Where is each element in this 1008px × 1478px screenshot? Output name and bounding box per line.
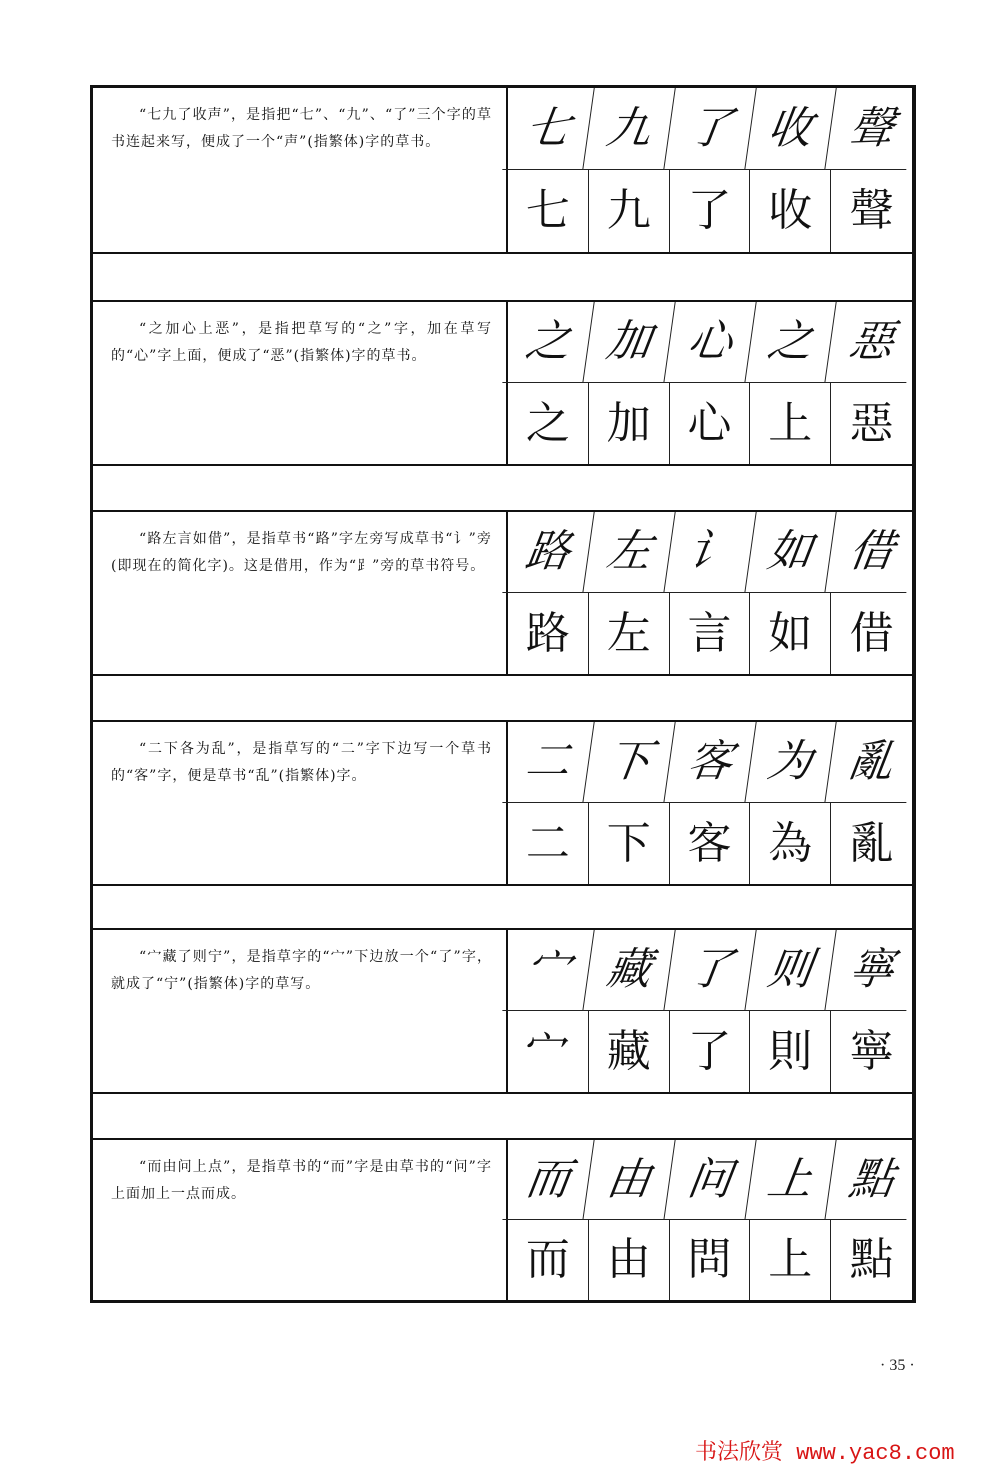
cursive-char: 则 <box>745 930 837 1011</box>
page-number: · 35 · <box>880 1357 915 1374</box>
character-grid <box>508 1140 912 1300</box>
cursive-char: 路 <box>502 512 594 593</box>
regular-char: 借 <box>849 607 894 659</box>
cursive-char: 为 <box>745 722 837 803</box>
regular-char: 路 <box>508 593 589 674</box>
regular-char: 寧 <box>849 1025 894 1077</box>
regular-char: 之 <box>508 383 589 464</box>
cursive-char: 之 <box>502 302 594 383</box>
cursive-char: 七 <box>502 88 594 170</box>
cursive-char: 聲 <box>825 88 917 170</box>
regular-char: 七 <box>508 170 589 252</box>
cursive-char: 问 <box>664 1140 756 1220</box>
regular-char: 為 <box>750 803 831 884</box>
regular-char: 客 <box>670 803 751 884</box>
character-grid <box>508 88 912 252</box>
regular-char: 如 <box>750 593 831 674</box>
regular-char: 而 <box>508 1220 589 1300</box>
cursive-char: 了 <box>664 930 756 1011</box>
entry-4 <box>93 720 912 886</box>
regular-char: 下 <box>589 803 670 884</box>
cursive-char: 讠 <box>664 512 756 593</box>
entry-1 <box>93 88 912 254</box>
entry-2 <box>93 300 912 466</box>
character-grid <box>508 302 912 464</box>
cursive-char: 心 <box>664 302 756 383</box>
regular-char: 收 <box>750 170 831 252</box>
cursive-char: 收 <box>745 88 837 170</box>
cursive-char: 亂 <box>825 722 917 803</box>
cursive-char: 之 <box>745 302 837 383</box>
regular-char: 宀 <box>508 1011 589 1092</box>
entry-description: “七九了收声”，是指把“七”、“九”、“了”三个字的草书连起来写，便成了一个“声”(指繁体)字的草书。 <box>93 88 508 252</box>
entry-description: “而由问上点”，是指草书的“而”字是由草书的“问”字上面加上一点而成。 <box>93 1140 508 1300</box>
cursive-char: 藏 <box>583 930 675 1011</box>
regular-char: 心 <box>670 383 751 464</box>
cursive-char: 而 <box>502 1140 594 1220</box>
entry-description: “之加心上恶”，是指把草写的“之”字，加在草写的“心”字上面，便成了“恶”(指繁体)字的草书。 <box>93 302 508 464</box>
regular-char: 問 <box>670 1220 751 1300</box>
cursive-char: 了 <box>664 88 756 170</box>
regular-char: 由 <box>589 1220 670 1300</box>
site-watermark: 书法欣赏 www.yac8.com <box>695 1441 955 1466</box>
regular-char: 了 <box>670 1011 751 1092</box>
cursive-char: 下 <box>583 722 675 803</box>
reference-table <box>90 85 916 1303</box>
entry-3 <box>93 510 912 676</box>
regular-char: 左 <box>589 593 670 674</box>
cursive-char: 寧 <box>825 930 917 1011</box>
cursive-char: 借 <box>825 512 917 593</box>
regular-char: 二 <box>508 803 589 884</box>
cursive-char: 二 <box>502 722 594 803</box>
regular-char: 言 <box>670 593 751 674</box>
regular-char: 上 <box>750 383 831 464</box>
regular-char: 九 <box>589 170 670 252</box>
cursive-char: 宀 <box>502 930 594 1011</box>
regular-char: 則 <box>750 1011 831 1092</box>
character-grid <box>508 722 912 884</box>
cursive-char: 惡 <box>825 302 917 383</box>
cursive-char: 客 <box>664 722 756 803</box>
cursive-char: 九 <box>583 88 675 170</box>
regular-char: 藏 <box>589 1011 670 1092</box>
entry-description: “二下各为乱”，是指草写的“二”字下边写一个草书的“客”字，便是草书“乱”(指繁体)字。 <box>93 722 508 884</box>
entry-description: “路左言如借”，是指草书“路”字左旁写成草书“讠”旁(即现在的简化字)。这是借用，作为“⻊”旁的草书符号。 <box>93 512 508 674</box>
cursive-char: 上 <box>745 1140 837 1220</box>
regular-char: 亂 <box>849 817 894 869</box>
cursive-char: 點 <box>826 1140 918 1220</box>
character-grid <box>508 512 912 674</box>
cursive-char: 如 <box>745 512 837 593</box>
regular-char: 上 <box>750 1220 831 1300</box>
regular-char: 點 <box>849 1234 894 1285</box>
regular-char: 聲 <box>849 185 894 236</box>
cursive-char: 加 <box>583 302 675 383</box>
entry-description: “宀藏了则宁”，是指草字的“宀”下边放一个“了”字，就成了“宁”(指繁体)字的草写。 <box>93 930 508 1092</box>
cursive-char: 左 <box>583 512 675 593</box>
cursive-char: 由 <box>583 1140 675 1220</box>
regular-char: 了 <box>670 170 751 252</box>
character-grid <box>508 930 912 1092</box>
entry-6 <box>93 1138 912 1300</box>
entry-5 <box>93 928 912 1094</box>
regular-char: 惡 <box>849 397 894 449</box>
regular-char: 加 <box>589 383 670 464</box>
